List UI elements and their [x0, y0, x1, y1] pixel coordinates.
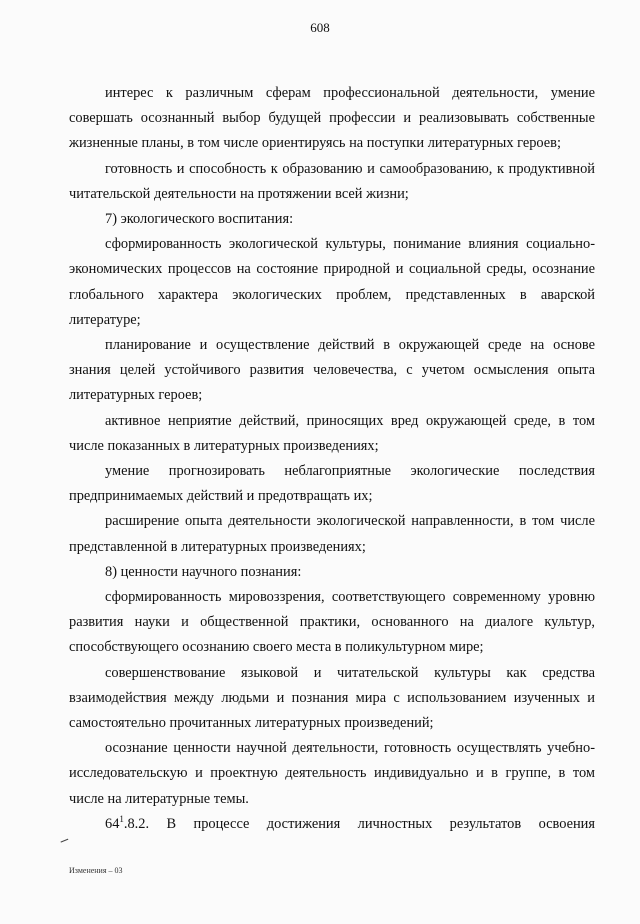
- clause-number: $64^1.8.2$.: [105, 814, 150, 832]
- clause-text: В процессе достижения личностных результатов освоения: [166, 815, 595, 832]
- paragraph: готовность и способность к образованию и самообразованию, к продуктивной читательской деятельности на протяжении всей жизни;: [69, 160, 595, 202]
- paragraph: совершенствование языковой и читательской культуры как средства взаимодействия между людьми и познания мира с использованием изученных и самостоятельно прочитанных литературных произведений;: [69, 664, 595, 732]
- pen-mark: [61, 839, 70, 846]
- paragraph: умение прогнозировать неблагоприятные экологические последствия предпринимаемых действий и предотвращать их;: [69, 463, 595, 505]
- page-number: 608: [310, 20, 330, 35]
- paragraph: сформированность мировоззрения, соответствующего современному уровню развития науки и общественной практики, основанного на диалоге культур, способствующего осознанию своего места в поликультурном мире;: [69, 589, 595, 656]
- clause-number-superscript: 1: [119, 814, 124, 825]
- paragraph: сформированность экологической культуры, понимание влияния социально-экономических процессов на состояние природной и социальной среды, осознание глобального характера экологических проблем, представленных в аварской литературе;: [69, 236, 595, 328]
- paragraph: расширение опыта деятельности экологической направленности, в том числе представленной в литературных произведениях;: [69, 513, 595, 555]
- body-text: [69, 81, 595, 837]
- footer-revision: Изменения – 03: [69, 866, 123, 875]
- paragraph: интерес к различным сферам профессиональной деятельности, умение совершать осознанный выбор будущей профессии и реализовывать собственные жизненные планы, в том числе ориентируясь на поступки литературных героев;: [69, 85, 595, 152]
- section-heading: 8) ценности научного познания:: [105, 563, 302, 580]
- paragraph: планирование и осуществление действий в окружающей среде на основе знания целей устойчивого развития человечества, с учетом осмысления опыта литературных героев;: [69, 337, 595, 404]
- numbered-paragraph: [69, 812, 595, 837]
- paragraph: активное неприятие действий, приносящих вред окружающей среде, в том числе показанных в литературных произведениях;: [69, 412, 595, 454]
- paragraph: осознание ценности научной деятельности, готовность осуществлять учебно-исследовательскую и проектную деятельность индивидуально и в группе, в том числе на литературные темы.: [69, 740, 595, 807]
- section-heading: 7) экологического воспитания:: [105, 211, 294, 228]
